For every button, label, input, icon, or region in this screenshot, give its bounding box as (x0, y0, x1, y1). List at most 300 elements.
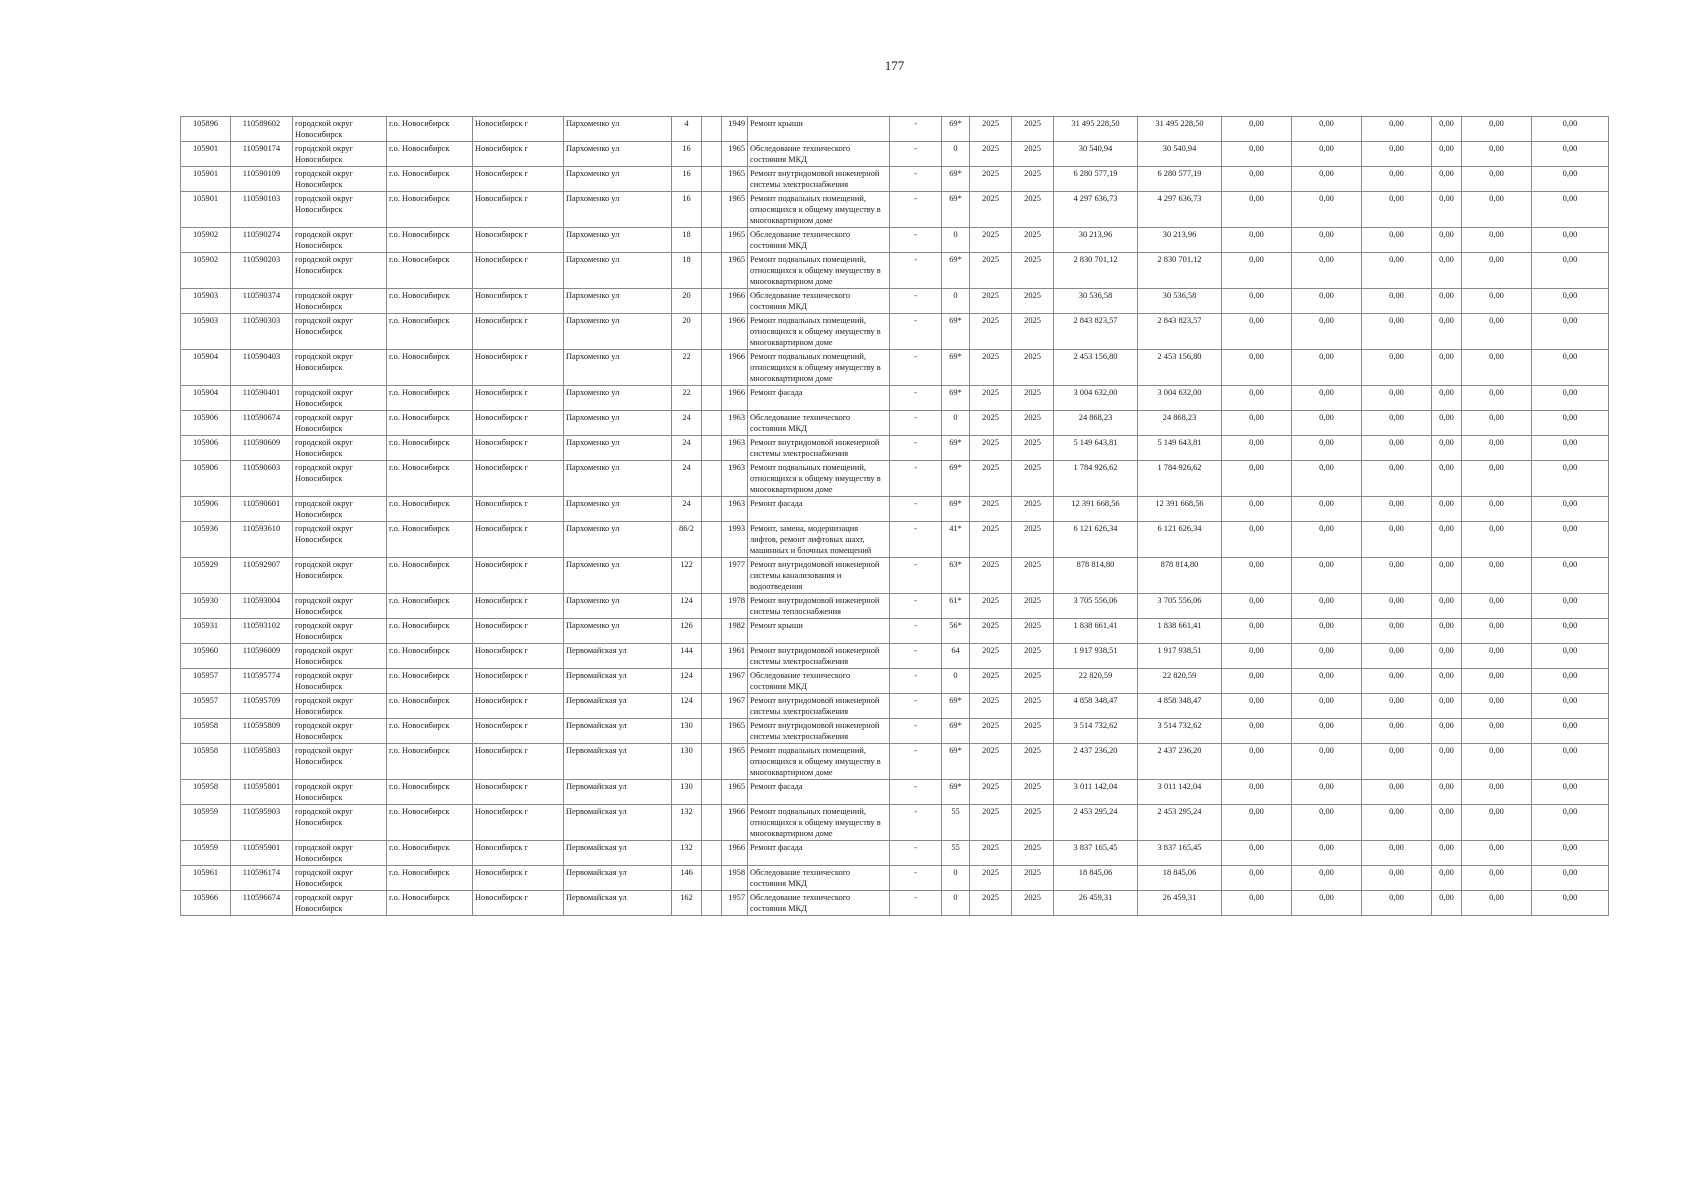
cell-total-cost: 2 437 236,20 (1054, 744, 1138, 780)
cell-municipality: городской округ Новосибирск (293, 694, 387, 719)
cell-record-id: 105906 (181, 436, 231, 461)
cell-work-id: 110590103 (231, 192, 293, 228)
cell-budget-local: 0,00 (1362, 805, 1432, 841)
cell-other-funds-c: 0,00 (1532, 142, 1609, 167)
cell-other-funds-a: 0,00 (1432, 558, 1462, 594)
cell-other-funds-a: 0,00 (1432, 350, 1462, 386)
cell-budget-federal: 0,00 (1222, 386, 1292, 411)
cell-municipality: городской округ Новосибирск (293, 594, 387, 619)
cell-other-funds-a: 0,00 (1432, 253, 1462, 289)
cell-district: г.о. Новосибирск (387, 314, 473, 350)
cell-wear-percent: 64 (942, 644, 970, 669)
cell-unit: - (890, 436, 942, 461)
cell-budget-federal: 0,00 (1222, 253, 1292, 289)
cell-work-id: 110595803 (231, 744, 293, 780)
cell-budget-local: 0,00 (1362, 669, 1432, 694)
cell-work-type: Ремонт внутридомовой инженерной системы теплоснабжения (748, 594, 890, 619)
cell-unit: - (890, 522, 942, 558)
cell-other-funds-c: 0,00 (1532, 314, 1609, 350)
cell-budget-local: 0,00 (1362, 314, 1432, 350)
cell-house-letter (702, 314, 722, 350)
table-row (181, 644, 1609, 669)
cell-street: Первомайская ул (564, 644, 672, 669)
cell-unit: - (890, 891, 942, 916)
cell-municipality: городской округ Новосибирск (293, 619, 387, 644)
cell-start-year: 2025 (970, 558, 1012, 594)
cell-settlement: Новосибирск г (473, 841, 564, 866)
cell-budget-regional: 0,00 (1292, 253, 1362, 289)
cell-municipality: городской округ Новосибирск (293, 522, 387, 558)
cell-municipality: городской округ Новосибирск (293, 314, 387, 350)
cell-unit: - (890, 594, 942, 619)
cell-other-funds-a: 0,00 (1432, 192, 1462, 228)
cell-district: г.о. Новосибирск (387, 694, 473, 719)
cell-fund-cost: 30 536,58 (1138, 289, 1222, 314)
cell-start-year: 2025 (970, 411, 1012, 436)
cell-work-type: Ремонт фасада (748, 497, 890, 522)
cell-budget-regional: 0,00 (1292, 558, 1362, 594)
cell-total-cost: 3 837 165,45 (1054, 841, 1138, 866)
cell-street: Пархоменко ул (564, 228, 672, 253)
cell-other-funds-b: 0,00 (1462, 253, 1532, 289)
cell-settlement: Новосибирск г (473, 253, 564, 289)
cell-other-funds-c: 0,00 (1532, 411, 1609, 436)
cell-fund-cost: 18 845,06 (1138, 866, 1222, 891)
cell-street: Пархоменко ул (564, 386, 672, 411)
cell-settlement: Новосибирск г (473, 411, 564, 436)
cell-budget-regional: 0,00 (1292, 350, 1362, 386)
cell-municipality: городской округ Новосибирск (293, 744, 387, 780)
cell-unit: - (890, 167, 942, 192)
cell-municipality: городской округ Новосибирск (293, 866, 387, 891)
cell-budget-regional: 0,00 (1292, 694, 1362, 719)
cell-build-year: 1966 (722, 841, 748, 866)
cell-budget-federal: 0,00 (1222, 436, 1292, 461)
cell-fund-cost: 3 837 165,45 (1138, 841, 1222, 866)
cell-other-funds-b: 0,00 (1462, 350, 1532, 386)
cell-other-funds-c: 0,00 (1532, 558, 1609, 594)
cell-municipality: городской округ Новосибирск (293, 142, 387, 167)
cell-other-funds-c: 0,00 (1532, 253, 1609, 289)
cell-other-funds-a: 0,00 (1432, 866, 1462, 891)
cell-work-id: 110590403 (231, 350, 293, 386)
cell-street: Пархоменко ул (564, 497, 672, 522)
cell-other-funds-b: 0,00 (1462, 558, 1532, 594)
cell-end-year: 2025 (1012, 192, 1054, 228)
cell-build-year: 1966 (722, 805, 748, 841)
cell-total-cost: 1 838 661,41 (1054, 619, 1138, 644)
cell-settlement: Новосибирск г (473, 314, 564, 350)
table-row (181, 167, 1609, 192)
cell-work-type: Ремонт подвальных помещений, относящихся к общему имуществу в многоквартирном доме (748, 461, 890, 497)
table-row (181, 497, 1609, 522)
cell-total-cost: 1 784 926,62 (1054, 461, 1138, 497)
cell-work-id: 110595901 (231, 841, 293, 866)
cell-build-year: 1963 (722, 436, 748, 461)
cell-other-funds-c: 0,00 (1532, 386, 1609, 411)
cell-wear-percent: 63* (942, 558, 970, 594)
cell-fund-cost: 2 830 701,12 (1138, 253, 1222, 289)
cell-other-funds-a: 0,00 (1432, 461, 1462, 497)
cell-fund-cost: 30 213,96 (1138, 228, 1222, 253)
table-row (181, 192, 1609, 228)
cell-wear-percent: 41* (942, 522, 970, 558)
cell-other-funds-b: 0,00 (1462, 411, 1532, 436)
cell-work-type: Ремонт подвальных помещений, относящихся к общему имуществу в многоквартирном доме (748, 253, 890, 289)
cell-other-funds-b: 0,00 (1462, 142, 1532, 167)
cell-house-letter (702, 780, 722, 805)
cell-work-type: Ремонт фасада (748, 386, 890, 411)
cell-budget-federal: 0,00 (1222, 669, 1292, 694)
cell-wear-percent: 69* (942, 253, 970, 289)
cell-other-funds-a: 0,00 (1432, 497, 1462, 522)
cell-build-year: 1967 (722, 669, 748, 694)
cell-budget-local: 0,00 (1362, 891, 1432, 916)
cell-other-funds-a: 0,00 (1432, 228, 1462, 253)
cell-record-id: 105966 (181, 891, 231, 916)
cell-work-type: Ремонт подвальных помещений, относящихся к общему имуществу в многоквартирном доме (748, 350, 890, 386)
cell-start-year: 2025 (970, 644, 1012, 669)
cell-other-funds-a: 0,00 (1432, 289, 1462, 314)
cell-record-id: 105901 (181, 192, 231, 228)
cell-settlement: Новосибирск г (473, 780, 564, 805)
cell-budget-federal: 0,00 (1222, 522, 1292, 558)
cell-house-number: 20 (672, 314, 702, 350)
cell-district: г.о. Новосибирск (387, 719, 473, 744)
cell-street: Первомайская ул (564, 719, 672, 744)
cell-other-funds-a: 0,00 (1432, 841, 1462, 866)
cell-fund-cost: 1 917 938,51 (1138, 644, 1222, 669)
cell-build-year: 1957 (722, 891, 748, 916)
cell-municipality: городской округ Новосибирск (293, 719, 387, 744)
cell-budget-local: 0,00 (1362, 644, 1432, 669)
cell-budget-regional: 0,00 (1292, 497, 1362, 522)
cell-district: г.о. Новосибирск (387, 805, 473, 841)
cell-other-funds-a: 0,00 (1432, 314, 1462, 350)
cell-start-year: 2025 (970, 167, 1012, 192)
cell-record-id: 105901 (181, 167, 231, 192)
cell-other-funds-b: 0,00 (1462, 866, 1532, 891)
cell-district: г.о. Новосибирск (387, 253, 473, 289)
cell-settlement: Новосибирск г (473, 891, 564, 916)
cell-work-id: 110590603 (231, 461, 293, 497)
cell-unit: - (890, 192, 942, 228)
cell-work-type: Ремонт крыши (748, 619, 890, 644)
cell-work-type: Обследование технического состояния МКД (748, 866, 890, 891)
cell-record-id: 105896 (181, 117, 231, 142)
cell-wear-percent: 0 (942, 289, 970, 314)
cell-budget-federal: 0,00 (1222, 142, 1292, 167)
cell-unit: - (890, 497, 942, 522)
cell-unit: - (890, 694, 942, 719)
cell-budget-federal: 0,00 (1222, 891, 1292, 916)
cell-street: Пархоменко ул (564, 411, 672, 436)
cell-start-year: 2025 (970, 744, 1012, 780)
cell-end-year: 2025 (1012, 289, 1054, 314)
cell-street: Пархоменко ул (564, 522, 672, 558)
cell-house-letter (702, 142, 722, 167)
cell-end-year: 2025 (1012, 253, 1054, 289)
cell-fund-cost: 878 814,80 (1138, 558, 1222, 594)
cell-other-funds-a: 0,00 (1432, 117, 1462, 142)
cell-build-year: 1966 (722, 350, 748, 386)
cell-other-funds-a: 0,00 (1432, 436, 1462, 461)
cell-work-type: Ремонт подвальных помещений, относящихся к общему имуществу в многоквартирном доме (748, 744, 890, 780)
cell-house-number: 4 (672, 117, 702, 142)
cell-build-year: 1966 (722, 314, 748, 350)
cell-end-year: 2025 (1012, 866, 1054, 891)
table-row (181, 142, 1609, 167)
cell-other-funds-b: 0,00 (1462, 644, 1532, 669)
cell-build-year: 1965 (722, 253, 748, 289)
cell-unit: - (890, 841, 942, 866)
cell-budget-local: 0,00 (1362, 694, 1432, 719)
cell-other-funds-b: 0,00 (1462, 461, 1532, 497)
cell-work-type: Обследование технического состояния МКД (748, 142, 890, 167)
cell-start-year: 2025 (970, 669, 1012, 694)
cell-other-funds-c: 0,00 (1532, 192, 1609, 228)
cell-street: Пархоменко ул (564, 142, 672, 167)
cell-budget-local: 0,00 (1362, 167, 1432, 192)
cell-work-id: 110595809 (231, 719, 293, 744)
cell-other-funds-b: 0,00 (1462, 289, 1532, 314)
cell-budget-local: 0,00 (1362, 436, 1432, 461)
cell-work-type: Ремонт подвальных помещений, относящихся к общему имуществу в многоквартирном доме (748, 192, 890, 228)
cell-street: Первомайская ул (564, 891, 672, 916)
cell-build-year: 1965 (722, 719, 748, 744)
cell-build-year: 1965 (722, 744, 748, 780)
cell-other-funds-c: 0,00 (1532, 117, 1609, 142)
cell-total-cost: 24 868,23 (1054, 411, 1138, 436)
cell-unit: - (890, 866, 942, 891)
cell-build-year: 1963 (722, 461, 748, 497)
cell-start-year: 2025 (970, 228, 1012, 253)
cell-end-year: 2025 (1012, 780, 1054, 805)
cell-end-year: 2025 (1012, 117, 1054, 142)
cell-street: Пархоменко ул (564, 117, 672, 142)
cell-work-type: Ремонт фасада (748, 780, 890, 805)
cell-house-number: 124 (672, 669, 702, 694)
cell-house-number: 22 (672, 350, 702, 386)
cell-record-id: 105929 (181, 558, 231, 594)
cell-start-year: 2025 (970, 891, 1012, 916)
cell-other-funds-b: 0,00 (1462, 719, 1532, 744)
cell-end-year: 2025 (1012, 522, 1054, 558)
cell-start-year: 2025 (970, 841, 1012, 866)
cell-record-id: 105961 (181, 866, 231, 891)
cell-work-id: 110596174 (231, 866, 293, 891)
cell-build-year: 1978 (722, 594, 748, 619)
table-row (181, 289, 1609, 314)
cell-total-cost: 26 459,31 (1054, 891, 1138, 916)
cell-work-type: Ремонт подвальных помещений, относящихся к общему имуществу в многоквартирном доме (748, 314, 890, 350)
cell-district: г.о. Новосибирск (387, 744, 473, 780)
cell-other-funds-c: 0,00 (1532, 841, 1609, 866)
cell-municipality: городской округ Новосибирск (293, 461, 387, 497)
cell-other-funds-a: 0,00 (1432, 522, 1462, 558)
cell-budget-federal: 0,00 (1222, 192, 1292, 228)
cell-budget-federal: 0,00 (1222, 167, 1292, 192)
cell-other-funds-c: 0,00 (1532, 891, 1609, 916)
cell-budget-federal: 0,00 (1222, 289, 1292, 314)
cell-house-number: 24 (672, 461, 702, 497)
cell-house-letter (702, 694, 722, 719)
cell-settlement: Новосибирск г (473, 694, 564, 719)
cell-other-funds-b: 0,00 (1462, 669, 1532, 694)
cell-district: г.о. Новосибирск (387, 167, 473, 192)
cell-work-type: Ремонт фасада (748, 841, 890, 866)
cell-other-funds-b: 0,00 (1462, 228, 1532, 253)
cell-fund-cost: 22 820,59 (1138, 669, 1222, 694)
cell-district: г.о. Новосибирск (387, 522, 473, 558)
table-row (181, 350, 1609, 386)
cell-record-id: 105957 (181, 669, 231, 694)
cell-start-year: 2025 (970, 594, 1012, 619)
cell-record-id: 105930 (181, 594, 231, 619)
cell-work-id: 110593004 (231, 594, 293, 619)
cell-district: г.о. Новосибирск (387, 228, 473, 253)
cell-settlement: Новосибирск г (473, 522, 564, 558)
cell-municipality: городской округ Новосибирск (293, 805, 387, 841)
cell-work-type: Ремонт внутридомовой инженерной системы электроснабжения (748, 719, 890, 744)
cell-end-year: 2025 (1012, 314, 1054, 350)
cell-street: Пархоменко ул (564, 558, 672, 594)
cell-work-id: 110590374 (231, 289, 293, 314)
cell-district: г.о. Новосибирск (387, 497, 473, 522)
cell-house-number: 124 (672, 694, 702, 719)
cell-settlement: Новосибирск г (473, 117, 564, 142)
cell-budget-local: 0,00 (1362, 386, 1432, 411)
cell-budget-federal: 0,00 (1222, 841, 1292, 866)
cell-work-id: 110593610 (231, 522, 293, 558)
cell-end-year: 2025 (1012, 669, 1054, 694)
cell-settlement: Новосибирск г (473, 719, 564, 744)
cell-start-year: 2025 (970, 142, 1012, 167)
cell-district: г.о. Новосибирск (387, 619, 473, 644)
cell-district: г.о. Новосибирск (387, 117, 473, 142)
cell-other-funds-b: 0,00 (1462, 117, 1532, 142)
cell-build-year: 1961 (722, 644, 748, 669)
cell-work-type: Обследование технического состояния МКД (748, 891, 890, 916)
cell-fund-cost: 31 495 228,50 (1138, 117, 1222, 142)
cell-start-year: 2025 (970, 436, 1012, 461)
cell-budget-federal: 0,00 (1222, 719, 1292, 744)
table-row (181, 719, 1609, 744)
cell-wear-percent: 69* (942, 780, 970, 805)
cell-total-cost: 3 705 556,06 (1054, 594, 1138, 619)
cell-street: Пархоменко ул (564, 192, 672, 228)
cell-house-letter (702, 228, 722, 253)
cell-wear-percent: 0 (942, 669, 970, 694)
cell-unit: - (890, 314, 942, 350)
cell-settlement: Новосибирск г (473, 805, 564, 841)
cell-end-year: 2025 (1012, 694, 1054, 719)
table-row (181, 805, 1609, 841)
cell-house-number: 24 (672, 436, 702, 461)
cell-street: Первомайская ул (564, 805, 672, 841)
cell-budget-regional: 0,00 (1292, 594, 1362, 619)
cell-budget-local: 0,00 (1362, 594, 1432, 619)
cell-municipality: городской округ Новосибирск (293, 436, 387, 461)
cell-house-number: 130 (672, 744, 702, 780)
cell-budget-local: 0,00 (1362, 841, 1432, 866)
cell-other-funds-c: 0,00 (1532, 436, 1609, 461)
cell-municipality: городской округ Новосибирск (293, 669, 387, 694)
cell-work-type: Ремонт внутридомовой инженерной системы электроснабжения (748, 644, 890, 669)
cell-house-letter (702, 841, 722, 866)
cell-other-funds-b: 0,00 (1462, 841, 1532, 866)
cell-start-year: 2025 (970, 350, 1012, 386)
cell-municipality: городской округ Новосибирск (293, 289, 387, 314)
cell-build-year: 1993 (722, 522, 748, 558)
cell-settlement: Новосибирск г (473, 558, 564, 594)
cell-house-number: 86/2 (672, 522, 702, 558)
cell-budget-regional: 0,00 (1292, 117, 1362, 142)
cell-build-year: 1977 (722, 558, 748, 594)
cell-house-letter (702, 167, 722, 192)
cell-settlement: Новосибирск г (473, 289, 564, 314)
cell-municipality: городской округ Новосибирск (293, 117, 387, 142)
cell-house-letter (702, 192, 722, 228)
cell-work-id: 110590303 (231, 314, 293, 350)
cell-other-funds-c: 0,00 (1532, 461, 1609, 497)
cell-house-letter (702, 411, 722, 436)
cell-unit: - (890, 228, 942, 253)
cell-house-letter (702, 866, 722, 891)
cell-record-id: 105960 (181, 644, 231, 669)
cell-wear-percent: 69* (942, 497, 970, 522)
cell-other-funds-a: 0,00 (1432, 142, 1462, 167)
cell-work-id: 110590401 (231, 386, 293, 411)
cell-work-id: 110590109 (231, 167, 293, 192)
cell-budget-federal: 0,00 (1222, 461, 1292, 497)
cell-total-cost: 6 280 577,19 (1054, 167, 1138, 192)
cell-unit: - (890, 117, 942, 142)
cell-other-funds-c: 0,00 (1532, 350, 1609, 386)
cell-end-year: 2025 (1012, 558, 1054, 594)
cell-budget-local: 0,00 (1362, 192, 1432, 228)
cell-record-id: 105958 (181, 744, 231, 780)
cell-total-cost: 2 830 701,12 (1054, 253, 1138, 289)
table-row (181, 694, 1609, 719)
table-row (181, 558, 1609, 594)
cell-record-id: 105903 (181, 289, 231, 314)
cell-work-id: 110593102 (231, 619, 293, 644)
cell-total-cost: 3 004 632,00 (1054, 386, 1138, 411)
cell-fund-cost: 3 514 732,62 (1138, 719, 1222, 744)
cell-settlement: Новосибирск г (473, 228, 564, 253)
cell-build-year: 1965 (722, 192, 748, 228)
table-row (181, 386, 1609, 411)
cell-other-funds-c: 0,00 (1532, 780, 1609, 805)
cell-end-year: 2025 (1012, 497, 1054, 522)
cell-other-funds-a: 0,00 (1432, 411, 1462, 436)
cell-settlement: Новосибирск г (473, 386, 564, 411)
cell-settlement: Новосибирск г (473, 644, 564, 669)
cell-record-id: 105906 (181, 411, 231, 436)
cell-other-funds-b: 0,00 (1462, 192, 1532, 228)
cell-start-year: 2025 (970, 289, 1012, 314)
cell-work-type: Ремонт подвальных помещений, относящихся к общему имуществу в многоквартирном доме (748, 805, 890, 841)
cell-wear-percent: 55 (942, 841, 970, 866)
cell-fund-cost: 26 459,31 (1138, 891, 1222, 916)
cell-record-id: 105906 (181, 461, 231, 497)
cell-total-cost: 3 011 142,04 (1054, 780, 1138, 805)
cell-budget-regional: 0,00 (1292, 314, 1362, 350)
cell-wear-percent: 0 (942, 891, 970, 916)
cell-district: г.о. Новосибирск (387, 461, 473, 497)
cell-unit: - (890, 619, 942, 644)
